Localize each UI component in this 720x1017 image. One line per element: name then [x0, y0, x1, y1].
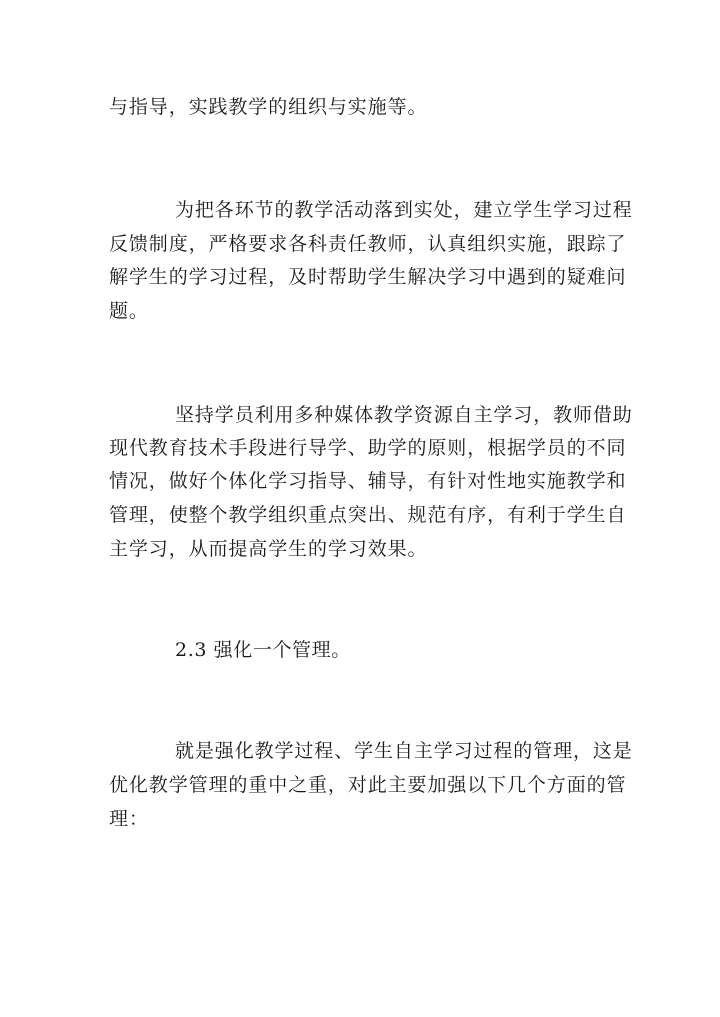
paragraph-line: 优化教学管理的重中之重，对此主要加强以下几个方面的管 — [109, 774, 627, 796]
paragraph-line: 情况，做好个体化学习指导、辅导，有针对性地实施教学和 — [109, 470, 627, 492]
paragraph-line: 题。 — [109, 300, 149, 322]
paragraph-line: 解学生的学习过程，及时帮助学生解决学习中遇到的疑难问 — [109, 266, 627, 288]
paragraph-line: 就是强化教学过程、学生自主学习过程的管理，这是 — [175, 740, 633, 762]
paragraph-line: 主学习，从而提高学生的学习效果。 — [109, 538, 428, 560]
paragraph-line: 坚持学员利用多种媒体教学资源自主学习，教师借助 — [175, 404, 633, 426]
paragraph-line: 反馈制度，严格要求各科责任教师，认真组织实施，跟踪了 — [109, 233, 627, 255]
section-heading: 2.3 强化一个管理。 — [175, 639, 351, 661]
paragraph-line: 现代教育技术手段进行导学、助学的原则，根据学员的不同 — [109, 437, 627, 459]
paragraph-line: 为把各环节的教学活动落到实处，建立学生学习过程 — [175, 199, 633, 221]
paragraph-line: 管理，使整个教学组织重点突出、规范有序，有利于学生自 — [109, 504, 627, 526]
paragraph-line: 与指导，实践教学的组织与实施等。 — [109, 96, 428, 118]
paragraph-line: 理： — [109, 808, 149, 830]
